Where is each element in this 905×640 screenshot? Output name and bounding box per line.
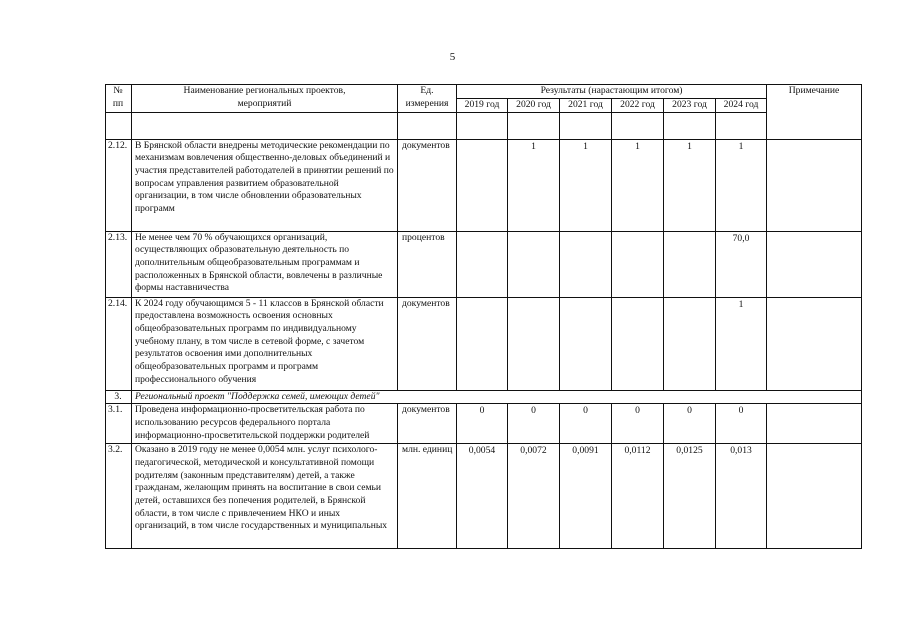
row-value: 0 xyxy=(716,404,767,444)
row-number: 3.2. xyxy=(106,444,132,549)
header-unit-line2: измерения xyxy=(405,97,449,109)
row-unit: документов xyxy=(398,139,457,231)
row-unit: млн. единиц xyxy=(398,444,457,549)
row-name: Оказано в 2019 году не менее 0,0054 млн. услуг психолого-педагогической, методической и консультативной помощи родителям (законным представителям) детей, а также гражданам, желающим принять на воспитание в свои семьи детей, оставшихся без попечения родителей, в Брянской области, в том числе с привлечением НКО и иных организаций, в том числе государственных и муниципальных xyxy=(132,444,398,549)
row-value: 0,0125 xyxy=(664,444,716,549)
section-title: Региональный проект "Поддержка семей, имеющих детей" xyxy=(132,390,862,404)
row-value: 0,0072 xyxy=(508,444,560,549)
header-name xyxy=(132,85,398,113)
row-value xyxy=(508,297,560,390)
row-value xyxy=(664,297,716,390)
row-value: 0 xyxy=(560,404,612,444)
header-year: 2021 год xyxy=(560,98,612,112)
header-year: 2022 год xyxy=(612,98,664,112)
header-name-line2: мероприятий xyxy=(237,97,292,109)
header-results: Результаты (нарастающим итогом) xyxy=(457,85,767,99)
row-name: К 2024 году обучающимся 5 - 11 классов в Брянской области предоставлена возможность освоения основных общеобразовательных программ по индивидуальному учебному плану, в том числе в сетевой форме, с зачетом результатов освоения ими дополнительных общеобразовательных программ и программ профессионального обучения xyxy=(132,297,398,390)
row-value: 1 xyxy=(612,139,664,231)
table-row xyxy=(106,444,862,549)
section-number: 3. xyxy=(106,390,132,404)
header-unit-line1: Ед. xyxy=(420,85,434,96)
row-value xyxy=(457,231,508,297)
header-name-line1: Наименование региональных проектов, xyxy=(183,85,346,96)
row-value: 0 xyxy=(612,404,664,444)
row-value xyxy=(664,231,716,297)
header-year: 2019 год xyxy=(457,98,508,112)
header-year: 2020 год xyxy=(508,98,560,112)
row-unit: процентов xyxy=(398,231,457,297)
row-value xyxy=(508,231,560,297)
page-number: 5 xyxy=(449,51,456,63)
row-value: 1 xyxy=(664,139,716,231)
row-value xyxy=(612,297,664,390)
header-note: Примечание xyxy=(767,85,862,140)
row-value: 1 xyxy=(716,297,767,390)
row-number: 2.14. xyxy=(106,297,132,390)
row-name: В Брянской области внедрены методические рекомендации по механизмам вовлечения общественно-деловых объединений и участия представителей работодателей в принятии решений по вопросам управления развитием образовательной организации, в том числе обновлении образовательных программ xyxy=(132,139,398,231)
row-note xyxy=(767,231,862,297)
row-value xyxy=(457,139,508,231)
row-value: 1 xyxy=(508,139,560,231)
row-value: 0,0054 xyxy=(457,444,508,549)
header-row-top xyxy=(106,85,862,99)
row-value xyxy=(457,297,508,390)
header-unit xyxy=(398,85,457,113)
row-value: 0,0091 xyxy=(560,444,612,549)
row-unit: документов xyxy=(398,297,457,390)
row-note xyxy=(767,139,862,231)
row-value: 1 xyxy=(716,139,767,231)
row-value: 0 xyxy=(664,404,716,444)
row-value xyxy=(612,231,664,297)
row-value: 0 xyxy=(457,404,508,444)
row-note xyxy=(767,297,862,390)
row-value: 0 xyxy=(508,404,560,444)
row-unit: документов xyxy=(398,404,457,444)
row-value: 70,0 xyxy=(716,231,767,297)
header-spacer-row xyxy=(106,112,862,139)
header-year: 2023 год xyxy=(664,98,716,112)
row-value: 0,0112 xyxy=(612,444,664,549)
row-value: 1 xyxy=(560,139,612,231)
row-note xyxy=(767,444,862,549)
row-number: 2.13. xyxy=(106,231,132,297)
row-number: 3.1. xyxy=(106,404,132,444)
row-note xyxy=(767,404,862,444)
row-name: Не менее чем 70 % обучающихся организаций, осуществляющих образовательную деятельность по дополнительным общеобразовательным программам и расположенных в Брянской области, вовлечены в различные формы наставничества xyxy=(132,231,398,297)
row-number: 2.12. xyxy=(106,139,132,231)
table-row xyxy=(106,231,862,297)
header-year: 2024 год xyxy=(716,98,767,112)
row-value xyxy=(560,297,612,390)
row-value: 0,013 xyxy=(716,444,767,549)
table-row xyxy=(106,297,862,390)
row-value xyxy=(560,231,612,297)
row-name: Проведена информационно-просветительская работа по использованию ресурсов федерального портала информационно-просветительской поддержки родителей xyxy=(132,404,398,444)
header-num: № пп xyxy=(106,85,132,113)
table-row xyxy=(106,404,862,444)
table-row xyxy=(106,139,862,231)
results-table xyxy=(105,84,862,549)
section-row xyxy=(106,390,862,404)
